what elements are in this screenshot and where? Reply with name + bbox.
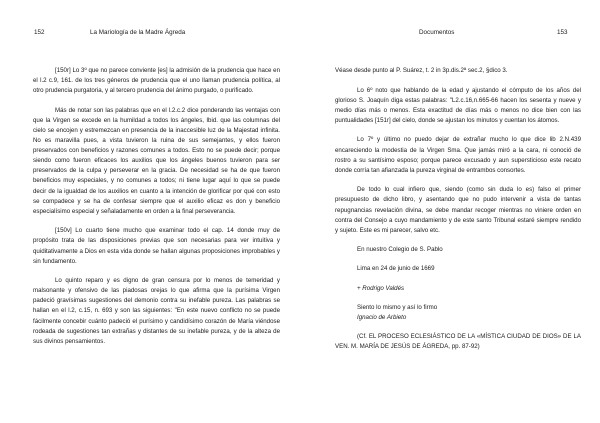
right-page <box>300 0 600 423</box>
second-signatory: Ignacio de Arbieto <box>357 313 407 321</box>
signatory: + Rodrigo Valdés <box>357 284 405 292</box>
paragraph: Lo 7º y último no puedo dejar de extrañar mucho lo que dice lib 2.N.439 encareciendo la modestia de la Virgen Sma. Que jamás miró a la cara, ni conoció de rostro a su santísimo esposo; porque parece excusado y aun supersticioso este recato donde corría tan afianzada la pureza virginal de entrambos consortes. <box>335 136 581 174</box>
paragraph: Lo quinto reparo y es digno de gran censura por lo menos de temeridad y malsonante y ofensivo de las piadosas orejas lo que afirma que la purísima Virgen padeció gravísimas sugestiones del demonio contra su inefable pureza. Las palabras se hallan en el l.2, c.15, n. 693 y son las siguientes: "En este nuevo conflicto no se puede fácilmente concebir cuánto padeció el purísimo y candidísimo corazón de María viéndose rodeada de sugestiones tan extrañas y distantes de su inefable pureza, y de la alteza de sus divinos pensamientos. <box>33 277 280 345</box>
same-opinion-note: Siento lo mismo y así lo firmo <box>357 303 438 311</box>
closing-place: En nuestro Colegio de S. Pablo <box>357 246 443 254</box>
source-citation: (Cf. EL PROCESO ECLESIÁSTICO DE LA «MÍSTICA CIUDAD DE DIOS» DE LA VEN. M. MARÍA DE JESÚS DE ÁGREDA, pp. 87-92) <box>335 332 581 350</box>
paragraph: Más de notar son las palabras que en el l.2.c.2 dice ponderando las ventajas con que la Virgen se excede en la humildad a todos los ángeles, Ibid. que las columnas del cielo se encojen y estremezcan en presencia de la inaccesible luz de la Majestad infinita. No es maravilla pues, a vista tuvieron la ruina de sus semejantes, y ellos fueron preservados con beneficios y razones comunes a todos. Esto no se puede decir; porque siendo como fueron eficaces los auxilios que los ángeles buenos tuvieron para ser preservados de la culpa y perseverar en la gracia. De necesidad se ha de que fueron beneficios muy especiales, y no comunes a todos; ni tiene lugar aquí lo que se puede decir de la igualdad de los auxilios en cuanto a la intención de glorificar por qué con esto se compadece y se ha de confesar siempre que el auxilio eficaz es don y beneficio especialísimo especial y señaladamente en orden a la final perseverancia. <box>33 106 280 215</box>
right-page-number: 153 <box>557 29 568 36</box>
left-running-title: La Mariología de la Madre Ágreda <box>90 29 186 36</box>
paragraph: [150r] Lo 3º que no parece conviente [es] la admisión de la prudencia que hace en el l.2 c.9, 161. de los tres géneros de prudencia que el uno llaman prudencia política, al otro prudencia purgatoria, y al tercero prudencia del ánimo purgado, o purificado. <box>33 67 280 95</box>
right-body-text <box>335 66 581 361</box>
left-page-number: 152 <box>34 29 45 36</box>
paragraph: [150v] Lo cuarto tiene mucho que examinar todo el cap. 14 donde muy de propósito trata de las disposiciones previas que son necesarias para ver intuitiva y quiditativamente a Dios en esta vida donde se hallan algunas proposiciones improbables y sin fundamento. <box>33 227 280 265</box>
paragraph: Lo 6º noto que hablando de la edad y ajustando el cómputo de los años del glorioso S. Joaquín diga estas palabras: "L2.c.16,n.665-66 hacen los sesenta y nueve y medio días más o menos. Esta exactitud de días más o menos no dice bien con las puntualidades [151r] del cielo, donde se ajustan los minutos y cuentan los átomos. <box>335 86 581 124</box>
paragraph: De todo lo cual infiero que, siendo (como sin duda lo es) falso el primer presupuesto de dicho libro, y asentando que no pudo intervenir a vista de tantas repugnancias revelación divina, se debe mandar recoger mientras no viniere orden en contra del Consejo a cuyo mandamiento y de este santo Tribunal estaré siempre rendido y sujeto. Este es mi parecer, salvo etc. <box>335 186 581 234</box>
closing-date: Lima en 24 de junio de 1669 <box>357 265 435 273</box>
left-body-text <box>33 66 280 356</box>
paragraph: Véase desde punto al P. Suárez, t. 2 in 3p.dis.2ª sec.2, §dico 3. <box>335 67 508 74</box>
right-running-title: Documentos <box>419 29 455 36</box>
